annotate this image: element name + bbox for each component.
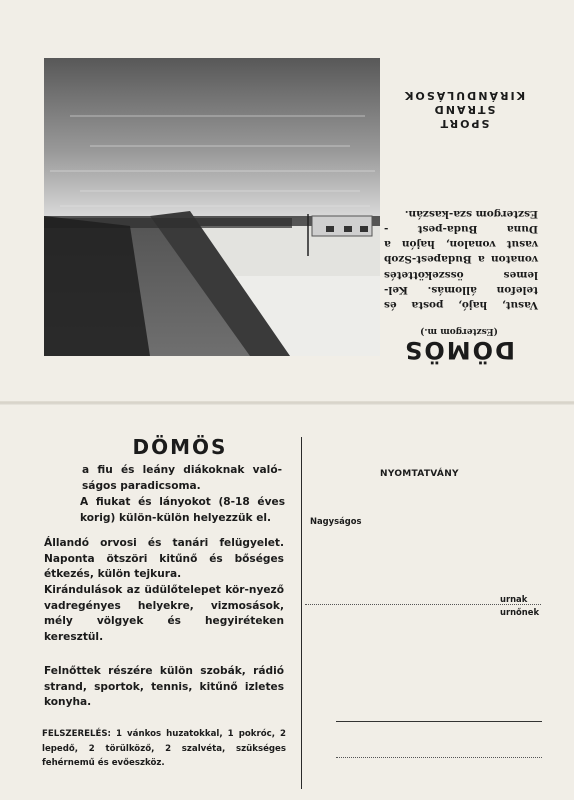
addressee-label: Nagyságos	[310, 516, 362, 526]
upper-text-block	[374, 206, 544, 370]
honorific-labels	[500, 593, 539, 619]
equipment-label: FELSZERELÉS	[42, 729, 108, 739]
upper-subtitle: (Esztergom m.)	[420, 326, 498, 336]
address-line-1	[305, 604, 541, 605]
lower-panel	[0, 405, 574, 800]
paragraph-4: Kirándulások az üdülőtelepet kör-nyező vadregényes helyekre, vizmosások, mély völgyek és hegyiréteken keresztül.	[44, 584, 284, 643]
tag-strand: STRAND	[432, 103, 496, 116]
urnonek-label: urnőnek	[500, 607, 540, 617]
urnak-label: urnak	[500, 594, 528, 604]
upper-tags	[384, 88, 544, 130]
address-line-3	[336, 757, 542, 758]
tag-sport: SPORT	[438, 117, 490, 130]
address-line-2	[336, 721, 542, 722]
equipment-text: : 1 vánkos huzatokkal, 1 pokróc, 2 lepedő, 2 törülköző, 2 szalvéta, szükséges fehérnemű és evőeszköz.	[42, 729, 286, 768]
left-title: DÖMÖS	[132, 435, 228, 459]
paragraph-1: a fiu és leány diákoknak való-ságos paradicsoma.	[82, 464, 282, 492]
upper-title: DÖMÖS	[403, 336, 515, 364]
upper-paragraph: Vasut, hajó, posta és telefon állomás. Kel-lemes összeköttetés vonaton a Budapest-Szob vasut vonalon, hajón a Duna Buda-pest - Esztergom sza-kaszán.	[384, 207, 538, 311]
paragraph-2: A fiukat és lányokot (8-18 éves korig) külön-külön helyezzük el.	[80, 496, 285, 524]
lake-photo	[44, 58, 380, 356]
form-heading: NYOMTATVÁNY	[380, 469, 459, 479]
paragraph-5: Felnőttek részére külön szobák, rádió strand, sportok, tennis, kitűnő izletes konyha.	[44, 665, 284, 709]
equipment-block	[42, 727, 286, 771]
tag-kirandulasok: KIRÁNDULÁSOK	[402, 89, 526, 102]
paragraph-3: Állandó orvosi és tanári felügyelet. Naponta ötszöri kitűnő és bőséges étkezés, külön tejkura.	[44, 537, 284, 581]
divider-line	[301, 437, 302, 789]
